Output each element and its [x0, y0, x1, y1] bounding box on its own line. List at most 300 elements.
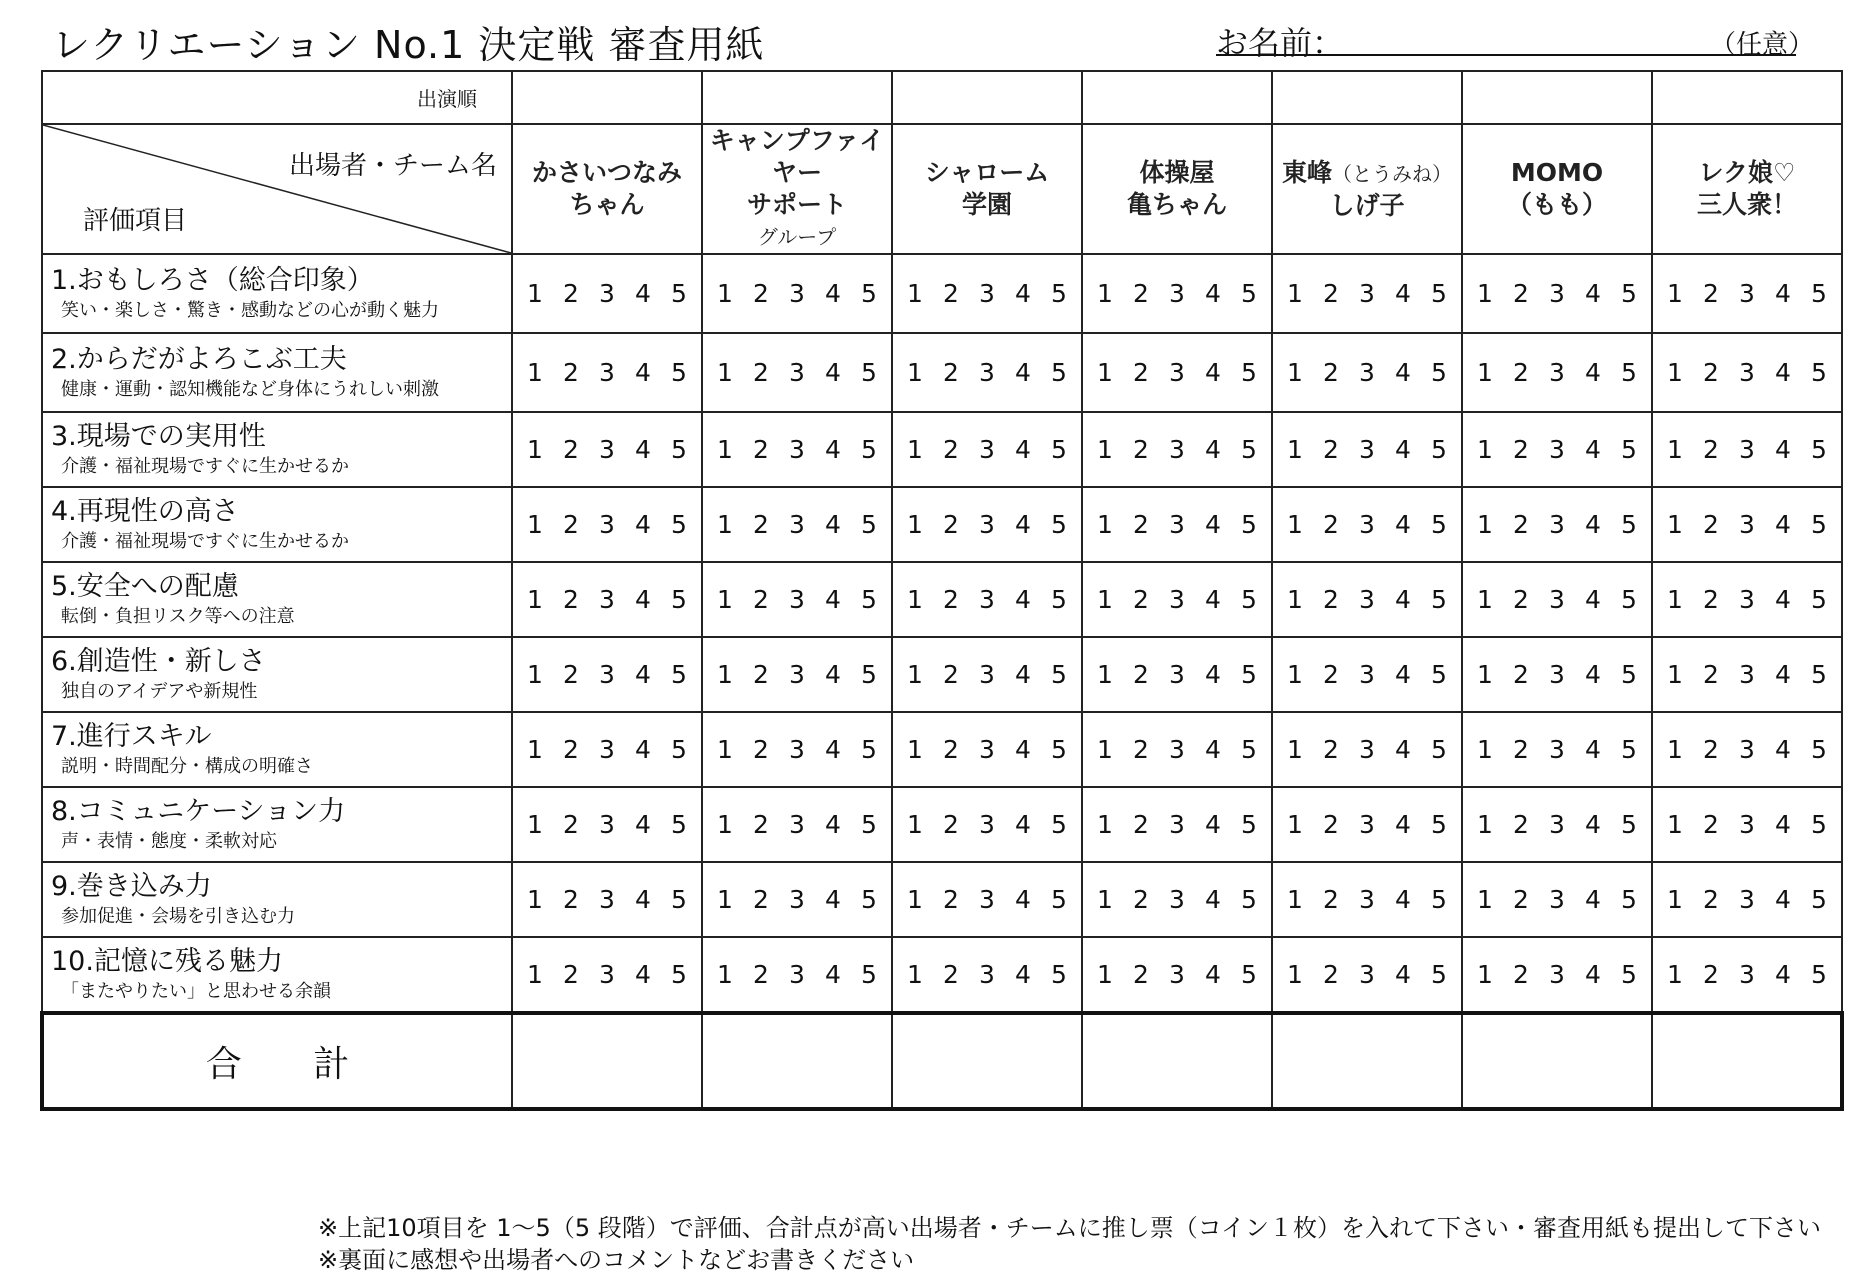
score-option[interactable]: 3 [1739, 435, 1755, 464]
score-option[interactable]: 5 [1621, 585, 1637, 614]
score-option[interactable]: 4 [1585, 585, 1601, 614]
score-option[interactable]: 4 [1775, 279, 1791, 308]
score-option[interactable]: 2 [563, 435, 579, 464]
score-option[interactable]: 3 [1739, 279, 1755, 308]
score-option[interactable]: 1 [1097, 585, 1113, 614]
score-option[interactable]: 5 [1241, 585, 1257, 614]
score-option[interactable]: 2 [1323, 810, 1339, 839]
score-option[interactable]: 1 [1097, 358, 1113, 387]
score-option[interactable]: 3 [1739, 810, 1755, 839]
score-option[interactable]: 2 [1323, 435, 1339, 464]
score-option[interactable]: 5 [1051, 358, 1067, 387]
total-cell[interactable] [1272, 1013, 1462, 1109]
score-option[interactable]: 2 [753, 660, 769, 689]
order-cell[interactable] [1652, 71, 1842, 124]
score-option[interactable]: 3 [1739, 358, 1755, 387]
score-option[interactable]: 2 [753, 960, 769, 989]
score-option[interactable]: 5 [671, 279, 687, 308]
score-option[interactable]: 1 [1097, 510, 1113, 539]
score-option[interactable]: 5 [671, 660, 687, 689]
score-option[interactable]: 2 [1513, 735, 1529, 764]
score-option[interactable]: 5 [1811, 810, 1827, 839]
score-option[interactable]: 5 [1431, 510, 1447, 539]
score-option[interactable]: 3 [1739, 885, 1755, 914]
score-option[interactable]: 5 [671, 358, 687, 387]
score-option[interactable]: 1 [1097, 660, 1113, 689]
score-option[interactable]: 1 [1667, 885, 1683, 914]
score-option[interactable]: 1 [717, 735, 733, 764]
score-option[interactable]: 4 [1395, 735, 1411, 764]
score-option[interactable]: 1 [1667, 279, 1683, 308]
score-option[interactable]: 1 [1287, 358, 1303, 387]
score-option[interactable]: 2 [1703, 585, 1719, 614]
score-option[interactable]: 2 [753, 585, 769, 614]
score-option[interactable]: 1 [717, 810, 733, 839]
score-option[interactable]: 1 [1097, 735, 1113, 764]
score-option[interactable]: 3 [1359, 660, 1375, 689]
score-option[interactable]: 5 [861, 510, 877, 539]
score-option[interactable]: 1 [1477, 810, 1493, 839]
score-option[interactable]: 4 [1775, 435, 1791, 464]
score-option[interactable]: 1 [1477, 735, 1493, 764]
score-option[interactable]: 5 [1241, 435, 1257, 464]
score-option[interactable]: 5 [1621, 279, 1637, 308]
score-option[interactable]: 3 [1549, 660, 1565, 689]
score-option[interactable]: 1 [907, 810, 923, 839]
score-option[interactable]: 4 [1015, 279, 1031, 308]
score-option[interactable]: 2 [943, 510, 959, 539]
score-option[interactable]: 4 [635, 735, 651, 764]
score-option[interactable]: 3 [1739, 510, 1755, 539]
score-option[interactable]: 5 [1241, 279, 1257, 308]
score-option[interactable]: 4 [1015, 885, 1031, 914]
score-option[interactable]: 3 [789, 585, 805, 614]
score-option[interactable]: 5 [861, 735, 877, 764]
score-option[interactable]: 2 [753, 358, 769, 387]
score-option[interactable]: 4 [1585, 358, 1601, 387]
score-option[interactable]: 5 [1241, 735, 1257, 764]
score-option[interactable]: 2 [1323, 660, 1339, 689]
score-option[interactable]: 2 [1513, 279, 1529, 308]
score-option[interactable]: 5 [1431, 585, 1447, 614]
score-option[interactable]: 2 [1703, 810, 1719, 839]
score-option[interactable]: 2 [1703, 660, 1719, 689]
score-option[interactable]: 4 [1015, 735, 1031, 764]
score-option[interactable]: 5 [1431, 660, 1447, 689]
score-option[interactable]: 4 [1395, 810, 1411, 839]
score-option[interactable]: 2 [1703, 510, 1719, 539]
score-option[interactable]: 4 [1205, 735, 1221, 764]
score-option[interactable]: 3 [599, 279, 615, 308]
total-cell[interactable] [1652, 1013, 1842, 1109]
score-option[interactable]: 4 [1205, 810, 1221, 839]
score-option[interactable]: 3 [979, 510, 995, 539]
score-option[interactable]: 5 [1811, 435, 1827, 464]
score-option[interactable]: 4 [1205, 885, 1221, 914]
score-option[interactable]: 4 [825, 735, 841, 764]
score-option[interactable]: 5 [1051, 510, 1067, 539]
score-option[interactable]: 5 [1811, 585, 1827, 614]
score-option[interactable]: 2 [1703, 435, 1719, 464]
score-option[interactable]: 5 [1811, 358, 1827, 387]
score-option[interactable]: 5 [1241, 660, 1257, 689]
score-option[interactable]: 1 [1667, 435, 1683, 464]
score-option[interactable]: 3 [1359, 435, 1375, 464]
order-cell[interactable] [892, 71, 1082, 124]
score-option[interactable]: 2 [943, 660, 959, 689]
score-option[interactable]: 1 [1667, 660, 1683, 689]
score-option[interactable]: 1 [907, 279, 923, 308]
score-option[interactable]: 5 [671, 960, 687, 989]
score-option[interactable]: 3 [1169, 510, 1185, 539]
score-option[interactable]: 1 [1287, 735, 1303, 764]
score-option[interactable]: 2 [943, 810, 959, 839]
score-option[interactable]: 3 [1359, 358, 1375, 387]
score-option[interactable]: 5 [861, 435, 877, 464]
score-option[interactable]: 5 [1811, 510, 1827, 539]
score-option[interactable]: 3 [1739, 960, 1755, 989]
score-option[interactable]: 5 [1811, 735, 1827, 764]
score-option[interactable]: 1 [1287, 279, 1303, 308]
score-option[interactable]: 4 [635, 960, 651, 989]
score-option[interactable]: 3 [1359, 960, 1375, 989]
total-cell[interactable] [702, 1013, 892, 1109]
score-option[interactable]: 4 [1775, 885, 1791, 914]
score-option[interactable]: 5 [1431, 885, 1447, 914]
score-option[interactable]: 5 [1431, 810, 1447, 839]
score-option[interactable]: 1 [907, 585, 923, 614]
score-option[interactable]: 2 [1513, 960, 1529, 989]
order-cell[interactable] [1462, 71, 1652, 124]
score-option[interactable]: 5 [1431, 735, 1447, 764]
score-option[interactable]: 1 [1097, 960, 1113, 989]
score-option[interactable]: 5 [1621, 735, 1637, 764]
score-option[interactable]: 5 [1811, 279, 1827, 308]
score-option[interactable]: 3 [1549, 435, 1565, 464]
score-option[interactable]: 1 [1287, 810, 1303, 839]
score-option[interactable]: 2 [563, 585, 579, 614]
score-option[interactable]: 4 [1015, 660, 1031, 689]
score-option[interactable]: 3 [979, 810, 995, 839]
score-option[interactable]: 3 [979, 885, 995, 914]
score-option[interactable]: 2 [1133, 960, 1149, 989]
score-option[interactable]: 4 [825, 510, 841, 539]
order-cell[interactable] [512, 71, 702, 124]
score-option[interactable]: 2 [753, 435, 769, 464]
score-option[interactable]: 1 [527, 435, 543, 464]
score-option[interactable]: 1 [717, 960, 733, 989]
score-option[interactable]: 5 [1241, 358, 1257, 387]
score-option[interactable]: 3 [1169, 585, 1185, 614]
score-option[interactable]: 2 [1323, 279, 1339, 308]
score-option[interactable]: 4 [1585, 885, 1601, 914]
score-option[interactable]: 4 [1205, 435, 1221, 464]
score-option[interactable]: 1 [527, 885, 543, 914]
score-option[interactable]: 4 [825, 885, 841, 914]
score-option[interactable]: 3 [789, 960, 805, 989]
score-option[interactable]: 4 [1015, 358, 1031, 387]
score-option[interactable]: 5 [1431, 960, 1447, 989]
score-option[interactable]: 1 [1097, 279, 1113, 308]
score-option[interactable]: 3 [979, 279, 995, 308]
score-option[interactable]: 4 [1775, 960, 1791, 989]
score-option[interactable]: 3 [599, 435, 615, 464]
score-option[interactable]: 5 [1621, 885, 1637, 914]
score-option[interactable]: 2 [943, 960, 959, 989]
score-option[interactable]: 4 [635, 435, 651, 464]
score-option[interactable]: 5 [1811, 660, 1827, 689]
score-option[interactable]: 1 [1477, 960, 1493, 989]
score-option[interactable]: 2 [1323, 510, 1339, 539]
score-option[interactable]: 2 [563, 358, 579, 387]
score-option[interactable]: 5 [1241, 960, 1257, 989]
score-option[interactable]: 4 [1585, 660, 1601, 689]
score-option[interactable]: 3 [1169, 660, 1185, 689]
score-option[interactable]: 5 [671, 735, 687, 764]
score-option[interactable]: 3 [789, 358, 805, 387]
score-option[interactable]: 2 [563, 885, 579, 914]
score-option[interactable]: 4 [825, 810, 841, 839]
order-cell[interactable] [702, 71, 892, 124]
score-option[interactable]: 1 [1097, 435, 1113, 464]
score-option[interactable]: 4 [1585, 810, 1601, 839]
score-option[interactable]: 3 [1359, 510, 1375, 539]
score-option[interactable]: 1 [1287, 510, 1303, 539]
score-option[interactable]: 1 [1097, 810, 1113, 839]
score-option[interactable]: 5 [1621, 435, 1637, 464]
score-option[interactable]: 2 [1133, 279, 1149, 308]
score-option[interactable]: 5 [861, 279, 877, 308]
score-option[interactable]: 2 [1703, 885, 1719, 914]
score-option[interactable]: 3 [979, 660, 995, 689]
score-option[interactable]: 5 [861, 810, 877, 839]
score-option[interactable]: 5 [1621, 810, 1637, 839]
score-option[interactable]: 2 [1703, 279, 1719, 308]
score-option[interactable]: 3 [1169, 960, 1185, 989]
score-option[interactable]: 5 [1811, 885, 1827, 914]
score-option[interactable]: 3 [1549, 885, 1565, 914]
score-option[interactable]: 1 [1667, 510, 1683, 539]
score-option[interactable]: 4 [1205, 510, 1221, 539]
score-option[interactable]: 4 [1775, 510, 1791, 539]
score-option[interactable]: 3 [789, 279, 805, 308]
score-option[interactable]: 1 [1667, 960, 1683, 989]
score-option[interactable]: 3 [1549, 279, 1565, 308]
total-cell[interactable] [1082, 1013, 1272, 1109]
score-option[interactable]: 3 [979, 435, 995, 464]
score-option[interactable]: 4 [1775, 585, 1791, 614]
score-option[interactable]: 4 [1015, 435, 1031, 464]
score-option[interactable]: 4 [1585, 435, 1601, 464]
score-option[interactable]: 3 [789, 660, 805, 689]
score-option[interactable]: 1 [907, 435, 923, 464]
score-option[interactable]: 3 [1549, 960, 1565, 989]
score-option[interactable]: 5 [1431, 279, 1447, 308]
score-option[interactable]: 1 [907, 510, 923, 539]
score-option[interactable]: 3 [1549, 585, 1565, 614]
score-option[interactable]: 5 [1431, 358, 1447, 387]
score-option[interactable]: 3 [789, 510, 805, 539]
score-option[interactable]: 4 [825, 960, 841, 989]
score-option[interactable]: 3 [789, 885, 805, 914]
score-option[interactable]: 2 [1133, 735, 1149, 764]
score-option[interactable]: 2 [1133, 358, 1149, 387]
score-option[interactable]: 1 [1287, 585, 1303, 614]
score-option[interactable]: 3 [789, 735, 805, 764]
score-option[interactable]: 4 [1015, 585, 1031, 614]
score-option[interactable]: 5 [1241, 810, 1257, 839]
score-option[interactable]: 2 [1513, 435, 1529, 464]
score-option[interactable]: 1 [1477, 885, 1493, 914]
score-option[interactable]: 5 [1051, 435, 1067, 464]
score-option[interactable]: 4 [1395, 510, 1411, 539]
score-option[interactable]: 2 [1513, 885, 1529, 914]
score-option[interactable]: 2 [943, 585, 959, 614]
score-option[interactable]: 2 [1513, 510, 1529, 539]
score-option[interactable]: 2 [563, 810, 579, 839]
score-option[interactable]: 3 [1169, 358, 1185, 387]
score-option[interactable]: 4 [825, 585, 841, 614]
score-option[interactable]: 2 [753, 885, 769, 914]
score-option[interactable]: 1 [907, 885, 923, 914]
score-option[interactable]: 4 [1775, 735, 1791, 764]
score-option[interactable]: 1 [1667, 585, 1683, 614]
score-option[interactable]: 4 [1015, 960, 1031, 989]
score-option[interactable]: 2 [943, 279, 959, 308]
score-option[interactable]: 1 [1287, 960, 1303, 989]
score-option[interactable]: 2 [1513, 810, 1529, 839]
score-option[interactable]: 1 [1477, 358, 1493, 387]
score-option[interactable]: 2 [1703, 960, 1719, 989]
score-option[interactable]: 3 [1549, 810, 1565, 839]
score-option[interactable]: 5 [861, 885, 877, 914]
score-option[interactable]: 5 [1431, 435, 1447, 464]
score-option[interactable]: 4 [1015, 810, 1031, 839]
score-option[interactable]: 2 [753, 810, 769, 839]
score-option[interactable]: 3 [599, 660, 615, 689]
order-cell[interactable] [1272, 71, 1462, 124]
score-option[interactable]: 3 [1169, 735, 1185, 764]
score-option[interactable]: 1 [717, 885, 733, 914]
score-option[interactable]: 4 [1585, 960, 1601, 989]
score-option[interactable]: 1 [1287, 885, 1303, 914]
score-option[interactable]: 4 [635, 810, 651, 839]
score-option[interactable]: 1 [527, 585, 543, 614]
score-option[interactable]: 2 [1133, 885, 1149, 914]
score-option[interactable]: 4 [1585, 279, 1601, 308]
score-option[interactable]: 5 [1811, 960, 1827, 989]
score-option[interactable]: 2 [1133, 660, 1149, 689]
score-option[interactable]: 1 [527, 279, 543, 308]
score-option[interactable]: 5 [1051, 660, 1067, 689]
score-option[interactable]: 1 [907, 960, 923, 989]
score-option[interactable]: 5 [1241, 510, 1257, 539]
score-option[interactable]: 4 [1395, 358, 1411, 387]
score-option[interactable]: 5 [671, 585, 687, 614]
total-cell[interactable] [892, 1013, 1082, 1109]
score-option[interactable]: 5 [1051, 885, 1067, 914]
score-option[interactable]: 4 [1395, 585, 1411, 614]
score-option[interactable]: 4 [1775, 660, 1791, 689]
score-option[interactable]: 5 [861, 660, 877, 689]
score-option[interactable]: 1 [527, 510, 543, 539]
score-option[interactable]: 3 [599, 510, 615, 539]
score-option[interactable]: 3 [1739, 660, 1755, 689]
score-option[interactable]: 1 [1667, 358, 1683, 387]
score-option[interactable]: 5 [861, 960, 877, 989]
score-option[interactable]: 3 [599, 960, 615, 989]
score-option[interactable]: 2 [1133, 585, 1149, 614]
score-option[interactable]: 3 [1739, 735, 1755, 764]
score-option[interactable]: 2 [753, 279, 769, 308]
score-option[interactable]: 1 [527, 660, 543, 689]
score-option[interactable]: 3 [1549, 358, 1565, 387]
score-option[interactable]: 1 [717, 279, 733, 308]
score-option[interactable]: 5 [1621, 660, 1637, 689]
score-option[interactable]: 4 [635, 885, 651, 914]
score-option[interactable]: 3 [1739, 585, 1755, 614]
score-option[interactable]: 4 [635, 510, 651, 539]
score-option[interactable]: 2 [753, 510, 769, 539]
score-option[interactable]: 2 [1703, 735, 1719, 764]
score-option[interactable]: 3 [599, 885, 615, 914]
score-option[interactable]: 2 [1323, 585, 1339, 614]
score-option[interactable]: 1 [717, 435, 733, 464]
score-option[interactable]: 1 [1477, 279, 1493, 308]
score-option[interactable]: 3 [1169, 810, 1185, 839]
score-option[interactable]: 5 [1621, 960, 1637, 989]
score-option[interactable]: 3 [979, 585, 995, 614]
score-option[interactable]: 1 [1477, 435, 1493, 464]
score-option[interactable]: 4 [1395, 279, 1411, 308]
score-option[interactable]: 4 [1395, 885, 1411, 914]
score-option[interactable]: 4 [1775, 810, 1791, 839]
score-option[interactable]: 1 [717, 585, 733, 614]
score-option[interactable]: 5 [1051, 585, 1067, 614]
score-option[interactable]: 3 [1549, 735, 1565, 764]
score-option[interactable]: 1 [527, 960, 543, 989]
score-option[interactable]: 4 [1585, 510, 1601, 539]
score-option[interactable]: 2 [1513, 358, 1529, 387]
score-option[interactable]: 3 [1169, 279, 1185, 308]
score-option[interactable]: 4 [1015, 510, 1031, 539]
score-option[interactable]: 2 [563, 279, 579, 308]
total-cell[interactable] [512, 1013, 702, 1109]
score-option[interactable]: 4 [1205, 660, 1221, 689]
score-option[interactable]: 5 [671, 510, 687, 539]
score-option[interactable]: 1 [1667, 735, 1683, 764]
score-option[interactable]: 3 [1549, 510, 1565, 539]
score-option[interactable]: 5 [1051, 735, 1067, 764]
score-option[interactable]: 4 [1205, 358, 1221, 387]
score-option[interactable]: 1 [1287, 435, 1303, 464]
score-option[interactable]: 1 [1667, 810, 1683, 839]
score-option[interactable]: 1 [907, 358, 923, 387]
score-option[interactable]: 2 [1133, 810, 1149, 839]
score-option[interactable]: 1 [717, 660, 733, 689]
score-option[interactable]: 4 [635, 660, 651, 689]
score-option[interactable]: 2 [1133, 510, 1149, 539]
score-option[interactable]: 3 [599, 358, 615, 387]
score-option[interactable]: 3 [599, 810, 615, 839]
score-option[interactable]: 4 [1395, 435, 1411, 464]
score-option[interactable]: 2 [943, 735, 959, 764]
score-option[interactable]: 3 [599, 735, 615, 764]
score-option[interactable]: 3 [979, 735, 995, 764]
score-option[interactable]: 1 [907, 735, 923, 764]
name-field[interactable] [1216, 54, 1796, 56]
score-option[interactable]: 2 [1323, 960, 1339, 989]
